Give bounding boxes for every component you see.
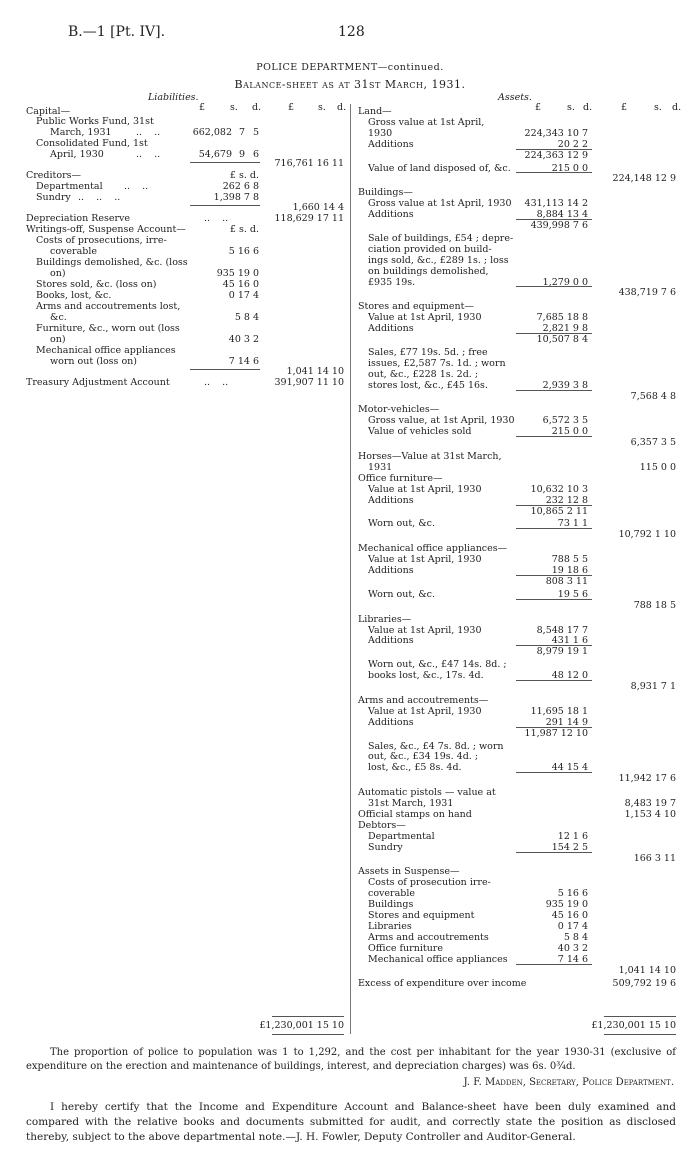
assets-amount: 1,279 0 0 [542, 276, 588, 288]
assets-row-label: ings sold, &c., £289 1s. ; loss [368, 254, 509, 266]
rule [516, 680, 592, 681]
creditors-departmental-amount: 262 6 8 [222, 181, 259, 192]
creditors-departmental: Departmental [36, 181, 103, 192]
cf-amount: 54,679 [198, 149, 232, 160]
assets-row-label: Gross value at 1st April, [368, 116, 485, 128]
assets-amount: 8,884 13 4 [536, 209, 588, 221]
assets-row-label: 1930 [368, 127, 393, 139]
writings-item: on) [50, 334, 66, 345]
depreciation-total: 118,629 17 11 [274, 213, 344, 224]
rule [604, 1016, 676, 1017]
assets-amount: 2,939 3 8 [542, 379, 588, 391]
assets-row-label: out, &c., £228 1s. 2d. ; [368, 368, 479, 380]
assets-amount: 431,113 14 2 [524, 198, 588, 210]
writings-amount: 0 17 4 [228, 290, 259, 301]
rule [272, 1016, 344, 1017]
assets-row-label: Additions [368, 209, 414, 221]
assets-row-label: £935 19s. [368, 276, 416, 288]
assets-amount: 19 18 6 [551, 565, 588, 576]
assets-total: 11,942 17 6 [618, 773, 676, 785]
assets-section-heading: Arms and accoutrements— [358, 694, 489, 706]
assets-row-label: ciation provided on build- [368, 243, 492, 255]
assets-total: 6,357 3 5 [630, 437, 676, 449]
assets-row-label: Sundry [368, 841, 403, 853]
assets-row-label: 31st March, 1931 [368, 798, 454, 809]
assets-amount: 788 5 5 [551, 554, 588, 566]
writings-amount: 40 3 2 [228, 334, 259, 345]
writings-amount: 935 19 0 [216, 268, 259, 279]
writings-total: 1,041 14 10 [286, 366, 344, 377]
assets-section-heading: Assets in Suspense— [358, 866, 460, 878]
assets-row-label: Additions [368, 138, 414, 150]
assets-head-l3: d. [583, 102, 593, 113]
rule [516, 528, 592, 529]
assets-row-label: Additions [368, 565, 414, 576]
cf-d: 6 [252, 149, 259, 160]
assets-section-heading: Mechanical office appliances— [358, 543, 508, 555]
assets-row-label: Office furniture [368, 942, 443, 954]
rule [516, 390, 592, 391]
rule [272, 1034, 344, 1035]
assets-section-heading: Libraries— [358, 613, 412, 625]
assets-amount: 0 17 4 [557, 920, 588, 932]
treasury-label: Treasury Adjustment Account [26, 377, 170, 388]
leader-dots: .. .. [136, 127, 161, 138]
assets-row-label: Horses—Value at 31st March, [358, 451, 502, 462]
writings-amount: 5 8 4 [234, 312, 259, 323]
treasury-total: 391,907 11 10 [274, 377, 344, 388]
assets-amount: 808 3 11 [545, 575, 588, 587]
capital-total: 716,761 16 11 [274, 158, 344, 169]
liab-head-r3: d. [337, 102, 347, 113]
auditor-certificate: I hereby certify that the Income and Expenditure Account and Balance-sheet have been duly examined and compared with the relative books and documents submitted for audit, and correctly state the position as disclosed thereby, subject to the above departmental note.—J. H. Fowler, Deputy Controller and Auditor-General. [26, 1101, 676, 1143]
writings-amount: 5 16 6 [228, 246, 259, 257]
assets-amount: 215 0 0 [551, 426, 588, 438]
rule [190, 162, 260, 163]
assets-amount: 7,685 18 8 [536, 312, 588, 324]
cf-label-1: Consolidated Fund, 1st [36, 138, 148, 149]
assets-amount: 215 0 0 [551, 162, 588, 174]
assets-amount: 232 12 8 [545, 494, 588, 506]
assets-amount: 73 1 1 [557, 518, 588, 530]
assets-total: 438,719 7 6 [618, 287, 676, 299]
assets-total: 10,792 1 10 [618, 529, 676, 541]
assets-head-r1: £ [621, 102, 628, 113]
assets-row-label: Value of land disposed of, &c. [368, 162, 511, 174]
assets-head-r3: d. [672, 102, 682, 113]
depreciation-label: Depreciation Reserve [26, 213, 131, 224]
writings-item: Mechanical office appliances [36, 345, 176, 356]
pwf-amount: 662,082 [192, 127, 232, 138]
assets-amount: 224,343 10 7 [524, 127, 588, 139]
creditors-sundry-amount: 1,398 7 8 [213, 192, 259, 203]
rule [516, 964, 592, 965]
rule [190, 369, 260, 370]
pwf-d: 5 [252, 127, 259, 138]
writings-amount: 7 14 6 [228, 356, 259, 367]
assets-row-label: Departmental [368, 830, 435, 842]
liab-head-r1: £ [288, 102, 295, 113]
assets-amount: 44 15 4 [551, 762, 588, 774]
assets-row-label: Libraries [368, 920, 412, 932]
rule [516, 436, 592, 437]
capital-label: Capital— [26, 106, 71, 117]
assets-section-heading: Debtors— [358, 819, 406, 831]
assets-row-label: stores lost, &c., £45 16s. [368, 379, 488, 391]
assets-total: 1,041 14 10 [618, 964, 676, 976]
creditors-label: Creditors— [26, 170, 82, 181]
assets-row-label: Automatic pistols — value at [358, 787, 496, 799]
leader-dots: .. .. [124, 181, 149, 192]
assets-amount: 40 3 2 [557, 942, 588, 954]
assets-row-label: issues, £2,587 7s. 1d. ; worn [368, 357, 506, 369]
assets-row-label: Value at 1st April, 1930 [368, 312, 482, 324]
writings-amount: 45 16 0 [222, 279, 259, 290]
writings-item: on) [50, 268, 66, 279]
assets-total: 224,148 12 9 [612, 173, 676, 185]
pwf-s: 7 [238, 127, 245, 138]
writings-item: Stores sold, &c. (loss on) [36, 279, 157, 290]
liab-head-l3: d. [252, 102, 262, 113]
assets-head-l1: £ [535, 102, 542, 113]
writings-item: Books, lost, &c. [36, 290, 112, 301]
assets-row-label: Mechanical office appliances [368, 953, 508, 965]
assets-head-l2: s. [567, 102, 575, 113]
assets-amount: 431 1 6 [551, 635, 588, 647]
writings-item: Arms and accoutrements lost, [36, 301, 181, 312]
assets-row-label: Value at 1st April, 1930 [368, 554, 482, 566]
assets-total: 1,153 4 10 [624, 808, 676, 820]
assets-amount: 5 16 6 [557, 888, 588, 900]
assets-amount: 11,695 18 1 [530, 705, 588, 717]
assets-amount: 224,363 12 9 [524, 149, 588, 161]
assets-row-label: on buildings demolished, [368, 265, 489, 277]
liabilities-heading: Liabilities. [148, 92, 199, 103]
assets-amount: 10,507 8 4 [536, 334, 588, 345]
rule [516, 286, 592, 287]
assets-row-label: Worn out, &c. [368, 588, 436, 600]
leader-dots: .. .. [204, 213, 229, 224]
assets-row-label: Buildings [368, 899, 414, 911]
assets-section-heading: Office furniture— [358, 472, 443, 484]
assets-amount: 6,572 3 5 [542, 415, 588, 427]
creditors-total: 1,660 14 4 [292, 202, 344, 213]
cf-s: 9 [238, 149, 245, 160]
assets-amount: 8,979 19 1 [536, 646, 588, 658]
assets-amount: 8,548 17 7 [536, 624, 588, 636]
assets-row-label: Additions [368, 323, 414, 335]
writings-item: worn out (loss on) [50, 356, 137, 367]
rule [516, 172, 592, 173]
assets-row-label: Additions [368, 716, 414, 728]
assets-head-r2: s. [654, 102, 662, 113]
assets-row-label: Official stamps on hand [358, 808, 472, 820]
column-divider [350, 104, 351, 1034]
assets-row-label: lost, &c., £5 8s. 4d. [368, 762, 462, 774]
assets-heading: Assets. [498, 92, 532, 103]
creditors-sundry: Sundry [36, 192, 71, 203]
assets-amount: 291 14 9 [545, 716, 588, 728]
assets-row-label: Gross value at 1st April, 1930 [368, 198, 512, 210]
assets-row-label: out, &c., £34 19s. 4d. ; [368, 751, 479, 763]
assets-row-label: Value at 1st April, 1930 [368, 705, 482, 717]
assets-section-heading: Motor-vehicles— [358, 404, 440, 416]
assets-amount: 7 14 6 [557, 953, 588, 965]
assets-section-heading: Land— [358, 106, 392, 117]
assets-row-label: Additions [368, 494, 414, 506]
writings-item: Costs of prosecutions, irre- [36, 235, 167, 246]
assets-row-label: Gross value, at 1st April, 1930 [368, 415, 515, 427]
writings-label: Writings-off, Suspense Account— [26, 224, 186, 235]
writings-item: Buildings demolished, &c. (loss [36, 257, 188, 268]
liabilities-grand-total: £1,230,001 15 10 [259, 1020, 344, 1031]
page-title: POLICE DEPARTMENT—continued. [256, 62, 444, 73]
leader-dots: .. .. [204, 377, 229, 388]
assets-amount: 10,632 10 3 [530, 483, 588, 495]
assets-row-label: Sales, £77 19s. 5d. ; free [368, 346, 488, 358]
assets-row-label: Sales, &c., £4 7s. 8d. ; worn [368, 740, 504, 752]
assets-amount: 10,865 2 11 [530, 505, 588, 517]
assets-amount: 20 2 2 [557, 138, 588, 150]
assets-amount: 48 12 0 [551, 670, 588, 682]
liab-head-l2: s. [230, 102, 238, 113]
assets-amount: 935 19 0 [545, 899, 588, 911]
assets-row-label: books lost, &c., 17s. 4d. [368, 670, 484, 682]
liab-head-r2: s. [318, 102, 326, 113]
pwf-label-2: March, 1931 [50, 127, 112, 138]
assets-row-label: 1931 [368, 461, 393, 473]
assets-row-label: Arms and accoutrements [368, 931, 489, 943]
assets-row-label: Value at 1st April, 1930 [368, 483, 482, 495]
doc-reference: B.—1 [Pt. IV]. [68, 24, 166, 40]
assets-row-label: Value of vehicles sold [368, 426, 472, 438]
assets-row-label: Additions [368, 635, 414, 647]
assets-amount: 45 16 0 [551, 910, 588, 921]
leader-dots: .. .. .. [78, 192, 121, 203]
pwf-label-1: Public Works Fund, 31st [36, 116, 154, 127]
assets-total: 166 3 11 [633, 852, 676, 864]
assets-grand-total: £1,230,001 15 10 [591, 1020, 676, 1031]
page-number: 128 [338, 24, 365, 40]
writings-item: Furniture, &c., worn out (loss [36, 323, 180, 334]
writings-col-head: £ s. d. [229, 224, 259, 235]
assets-row-label: coverable [368, 888, 415, 900]
proportion-note: The proportion of police to population was 1 to 1,292, and the cost per inhabitant for the year 1930-31 (exclusive of expenditure on the erection and maintenance of buildings, interest, and depreciation charges) was 6s. 0¾d. [26, 1047, 676, 1072]
assets-amount: 2,821 9 8 [542, 323, 588, 335]
assets-row-label: Excess of expenditure over income [358, 978, 527, 990]
rule [604, 1034, 676, 1035]
assets-row-label: Stores and equipment [368, 910, 475, 921]
rule [190, 205, 260, 206]
assets-amount: 19 5 6 [557, 588, 588, 600]
assets-row-label: Worn out, &c., £47 14s. 8d. ; [368, 659, 507, 671]
assets-row-label: Worn out, &c. [368, 518, 436, 530]
assets-total: 7,568 4 8 [630, 390, 676, 402]
assets-amount: 439,998 7 6 [530, 220, 588, 231]
assets-total: 509,792 19 6 [612, 978, 676, 990]
signature: J. F. Madden, Secretary, Police Department. [463, 1077, 674, 1088]
rule [516, 772, 592, 773]
assets-amount: 11,987 12 10 [524, 727, 588, 739]
writings-item: coverable [50, 246, 97, 257]
writings-item: &c. [50, 312, 67, 323]
assets-amount: 154 2 5 [551, 841, 588, 853]
assets-total: 8,931 7 1 [630, 681, 676, 692]
leader-dots: .. .. [136, 149, 161, 160]
rule [516, 599, 592, 600]
assets-row-label: Costs of prosecution irre- [368, 877, 491, 889]
assets-amount: 5 8 4 [563, 931, 588, 943]
assets-total: 8,483 19 7 [624, 798, 676, 809]
assets-total: 788 18 5 [633, 599, 676, 611]
creditors-col-head: £ s. d. [229, 170, 259, 181]
page-subtitle: Balance-sheet as at 31st March, 1931. [234, 78, 466, 91]
assets-amount: 12 1 6 [557, 830, 588, 842]
assets-section-heading: Buildings— [358, 187, 413, 199]
liab-head-l1: £ [199, 102, 206, 113]
rule [516, 852, 592, 853]
assets-row-label: Sale of buildings, £54 ; depre- [368, 232, 514, 244]
assets-section-heading: Stores and equipment— [358, 301, 474, 313]
assets-total: 115 0 0 [639, 461, 676, 473]
assets-row-label: Value at 1st April, 1930 [368, 624, 482, 636]
cf-label-2: April, 1930 [50, 149, 104, 160]
